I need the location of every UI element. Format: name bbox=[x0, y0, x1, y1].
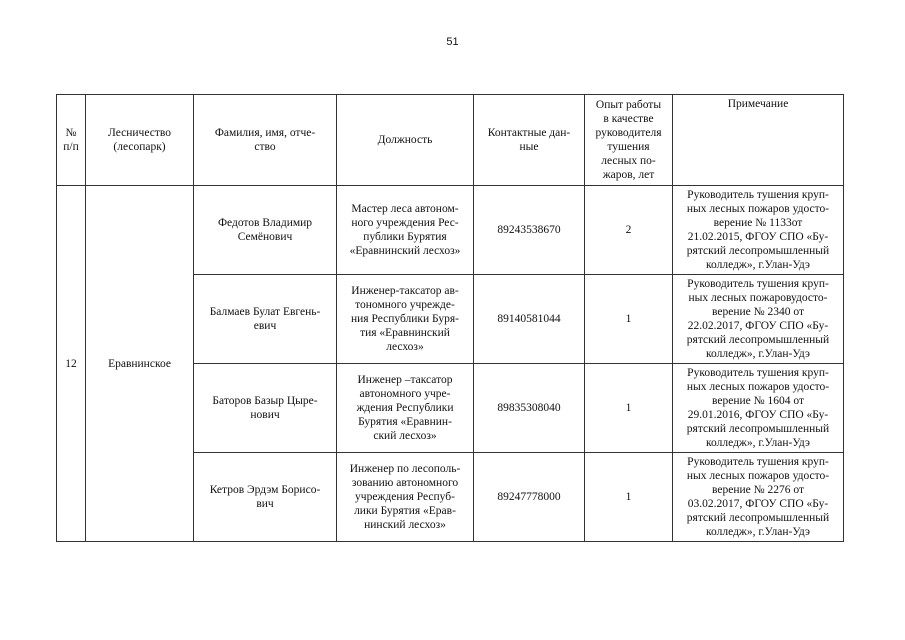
cell-text-line: (лесопарк) bbox=[113, 141, 166, 153]
cell-text-line: ные bbox=[519, 141, 539, 153]
cell-text-line: лесхоз» bbox=[386, 341, 424, 353]
cell-text-line: Руководитель тушения круп- bbox=[687, 189, 829, 201]
cell-text-line: Лесничество bbox=[108, 127, 171, 139]
position-cell bbox=[337, 364, 474, 453]
contact-cell: 89835308040 bbox=[474, 364, 585, 453]
cell-text-line: 22.02.2017, ФГОУ СПО «Бу- bbox=[687, 320, 829, 332]
cell-text-line: нинский лесхоз» bbox=[364, 519, 446, 531]
contact-cell: 89247778000 bbox=[474, 453, 585, 542]
cell-text-line: тономного учрежде- bbox=[355, 299, 455, 311]
name-cell bbox=[194, 186, 337, 275]
position-cell bbox=[337, 453, 474, 542]
page-number: 51 bbox=[446, 36, 459, 48]
cell-text-line: 21.02.2015, ФГОУ СПО «Бу- bbox=[687, 231, 829, 243]
cell-text-line: рятский лесопромышленный bbox=[686, 334, 830, 346]
cell-text-line: Фамилия, имя, отче- bbox=[214, 127, 316, 139]
note-cell bbox=[673, 186, 844, 275]
header-note bbox=[673, 95, 844, 186]
cell-text-line: Баторов Базыр Цыре- bbox=[212, 395, 318, 407]
cell-text-line: Руководитель тушения круп- bbox=[687, 367, 829, 379]
cell-text-line: жаров, лет bbox=[602, 169, 655, 181]
cell-text-line: колледж», г.Улан-Удэ bbox=[706, 526, 810, 538]
cell-text-line: ство bbox=[254, 141, 276, 153]
experience-cell: 2 bbox=[585, 186, 673, 275]
cell-text-line: 03.02.2017, ФГОУ СПО «Бу- bbox=[687, 498, 829, 510]
experience-cell: 1 bbox=[585, 364, 673, 453]
cell-text-line: Федотов Владимир bbox=[217, 217, 313, 229]
cell-text-line: учреждения Респуб- bbox=[355, 491, 455, 503]
header-number bbox=[57, 95, 86, 186]
cell-text-line: ных лесных пожаров удосто- bbox=[686, 470, 830, 482]
header-contact bbox=[474, 95, 585, 186]
header-forestry bbox=[86, 95, 194, 186]
note-cell bbox=[673, 275, 844, 364]
cell-text-line: ных лесных пожаров удосто- bbox=[686, 381, 830, 393]
cell-text-line: вич bbox=[256, 498, 274, 510]
cell-text-line: Мастер леса автоном- bbox=[351, 203, 459, 215]
cell-text-line: лики Бурятия «Ерав- bbox=[354, 505, 456, 517]
cell-text-line: евич bbox=[253, 320, 277, 332]
cell-text-line: публики Бурятия bbox=[363, 231, 447, 243]
contact-cell: 89243538670 bbox=[474, 186, 585, 275]
cell-text-line: Инженер по лесополь- bbox=[349, 463, 461, 475]
cell-text-line: тушения bbox=[607, 141, 650, 153]
header-position bbox=[337, 95, 474, 186]
cell-text-line: Примечание bbox=[727, 98, 789, 110]
cell-text-line: Бурятия «Еравнин- bbox=[358, 416, 452, 428]
cell-text-line: 29.01.2016, ФГОУ СПО «Бу- bbox=[687, 409, 829, 421]
cell-text-line: Руководитель тушения круп- bbox=[687, 456, 829, 468]
cell-text-line: рятский лесопромышленный bbox=[686, 245, 830, 257]
experience-cell: 1 bbox=[585, 275, 673, 364]
cell-text-line: нович bbox=[250, 409, 280, 421]
cell-text-line: верение № 2340 от bbox=[712, 306, 804, 318]
cell-text-line: колледж», г.Улан-Удэ bbox=[706, 348, 810, 360]
cell-text-line: п/п bbox=[63, 141, 79, 153]
forestry-cell: Еравнинское bbox=[86, 186, 194, 542]
contact-cell: 89140581044 bbox=[474, 275, 585, 364]
cell-text-line: автономного учре- bbox=[359, 388, 451, 400]
cell-text-line: № bbox=[65, 127, 77, 139]
table-row bbox=[57, 186, 844, 275]
cell-text-line: ждения Республики bbox=[356, 402, 454, 414]
name-cell bbox=[194, 364, 337, 453]
cell-text-line: тия «Еравнинский bbox=[360, 327, 450, 339]
cell-text-line: верение № 1133от bbox=[713, 217, 803, 229]
cell-text-line: Балмаев Булат Евгень- bbox=[209, 306, 321, 318]
cell-text-line: Семёнович bbox=[237, 231, 293, 243]
cell-text-line: Руководитель тушения круп- bbox=[687, 278, 829, 290]
cell-text-line: верение № 1604 от bbox=[712, 395, 804, 407]
header-full-name bbox=[194, 95, 337, 186]
note-cell bbox=[673, 364, 844, 453]
cell-text-line: ных лесных пожаров удосто- bbox=[686, 203, 830, 215]
cell-text-line: Опыт работы bbox=[595, 99, 662, 111]
group-number-cell: 12 bbox=[57, 186, 86, 542]
name-cell bbox=[194, 275, 337, 364]
cell-text-line: зованию автономного bbox=[351, 477, 459, 489]
cell-text-line: рятский лесопромышленный bbox=[686, 423, 830, 435]
cell-text-line: ский лесхоз» bbox=[373, 430, 437, 442]
header-experience bbox=[585, 95, 673, 186]
cell-text-line: лесных по- bbox=[601, 155, 656, 167]
cell-text-line: ных лесных пожаровудосто- bbox=[688, 292, 828, 304]
cell-text-line: Инженер-таксатор ав- bbox=[351, 285, 459, 297]
name-cell bbox=[194, 453, 337, 542]
firefighting-leaders-table bbox=[56, 94, 844, 542]
cell-text-line: Инженер –таксатор bbox=[357, 374, 453, 386]
table-header-row bbox=[57, 95, 844, 186]
position-cell bbox=[337, 275, 474, 364]
cell-text-line: руководителя bbox=[595, 127, 662, 139]
cell-text-line: в качестве bbox=[603, 113, 654, 125]
cell-text-line: «Еравнинский лесхоз» bbox=[349, 245, 461, 257]
cell-text-line: Контактные дан- bbox=[487, 127, 571, 139]
experience-cell: 1 bbox=[585, 453, 673, 542]
cell-text-line: верение № 2276 от bbox=[712, 484, 804, 496]
cell-text-line: Кетров Эрдэм Борисо- bbox=[209, 484, 321, 496]
cell-text-line: колледж», г.Улан-Удэ bbox=[706, 437, 810, 449]
cell-text-line: колледж», г.Улан-Удэ bbox=[706, 259, 810, 271]
cell-text-line: Должность bbox=[377, 134, 433, 146]
cell-text-line: ния Республики Буря- bbox=[351, 313, 459, 325]
cell-text-line: ного учреждения Рес- bbox=[351, 217, 459, 229]
note-cell bbox=[673, 453, 844, 542]
cell-text-line: рятский лесопромышленный bbox=[686, 512, 830, 524]
position-cell bbox=[337, 186, 474, 275]
